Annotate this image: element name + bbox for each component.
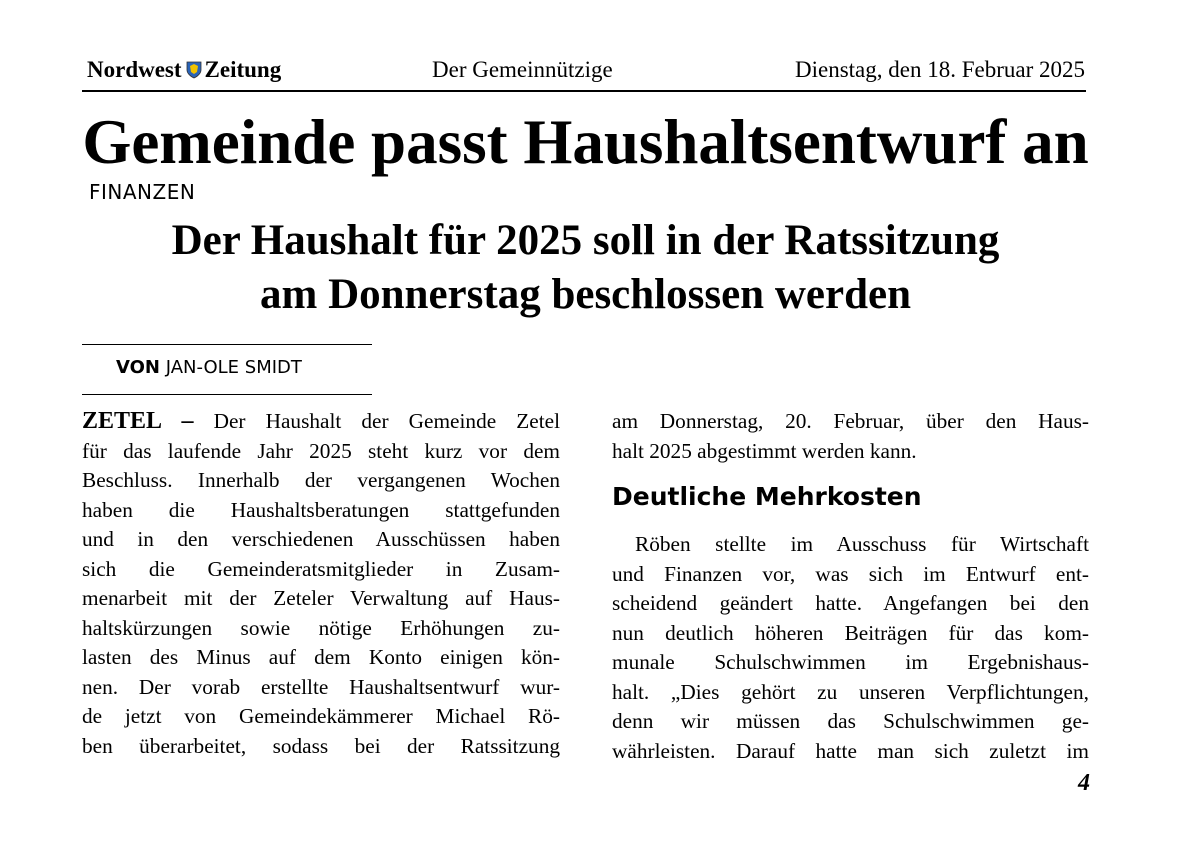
body-line: halt 2025 abgestimmt werden kann. — [612, 438, 917, 463]
body-line: ZETEL – Der Haushalt der Gemeinde Zetel — [82, 408, 561, 434]
supplement-title: Der Gemeinnützige — [432, 57, 613, 82]
issue-date: Dienstag, den 18. Februar 2025 — [795, 57, 1085, 82]
byline-rule-top — [82, 344, 372, 345]
masthead-right: Zeitung — [204, 57, 282, 82]
subheadline — [82, 214, 1089, 322]
subheadline-line: am Donnerstag beschlossen werden — [260, 271, 911, 318]
article-column-left — [82, 407, 560, 761]
body-line: für das laufende Jahr 2025 steht kurz vor dem — [82, 438, 560, 463]
dateline: ZETEL – — [82, 408, 194, 434]
byline-rule-bottom — [82, 394, 372, 395]
body-line: Beschluss. Innerhalb der vergangenen Wochen — [82, 468, 560, 492]
body-line: haben die Haushaltsberatungen stattgefunden — [82, 497, 560, 522]
subheadline-line: Der Haushalt für 2025 soll in der Ratssitzung — [171, 217, 1000, 264]
page-number: 4 — [1078, 770, 1090, 796]
body-line: währleisten. Darauf hatte man sich zuletzt im — [612, 738, 1089, 763]
body-line: halt. „Dies gehört zu unseren Verpflichtungen, — [612, 679, 1089, 704]
body-line: scheidend geändert hatte. Angefangen bei den — [612, 591, 1089, 615]
section-heading: Deutliche Mehrkosten — [612, 482, 922, 511]
kicker: FINANZEN — [89, 180, 196, 204]
byline-prefix: VON — [116, 357, 160, 378]
body-line: munale Schulschwimmen im Ergebnishaus- — [612, 650, 1089, 674]
body-line: ben überarbeitet, sodass bei der Ratssitzung — [82, 733, 560, 758]
body-line: und in den verschiedenen Ausschüssen haben — [82, 527, 560, 551]
body-line: Röben stellte im Ausschuss für Wirtschaft — [635, 532, 1089, 556]
body-line: lasten des Minus auf dem Konto einigen kön- — [82, 645, 560, 669]
body-line: am Donnerstag, 20. Februar, über den Haus- — [612, 409, 1089, 433]
body-line: nun deutlich höheren Beiträgen für das kom- — [612, 620, 1089, 645]
body-line: nen. Der vorab erstellte Haushaltsentwurf wur- — [82, 674, 560, 699]
body-line: und Finanzen vor, was sich im Entwurf ent- — [612, 561, 1089, 586]
headline: Gemeinde passt Haushaltsentwurf an — [82, 107, 1089, 177]
header-divider — [82, 90, 1086, 92]
body-line: de jetzt von Gemeindekämmerer Michael Rö- — [82, 704, 560, 728]
body-line: denn wir müssen das Schulschwimmen ge- — [612, 709, 1089, 733]
masthead — [87, 57, 281, 83]
article-column-right — [612, 407, 1089, 766]
body-line: menarbeit mit der Zeteler Verwaltung auf Haus- — [82, 586, 560, 610]
body-line: haltskürzungen sowie nötige Erhöhungen zu- — [82, 615, 560, 640]
byline-author: JAN-OLE SMIDT — [165, 357, 302, 378]
masthead-left: Nordwest — [87, 57, 182, 82]
body-line: sich die Gemeinderatsmitglieder in Zusam- — [82, 556, 560, 581]
coat-of-arms-icon — [186, 61, 202, 79]
byline — [116, 357, 302, 378]
